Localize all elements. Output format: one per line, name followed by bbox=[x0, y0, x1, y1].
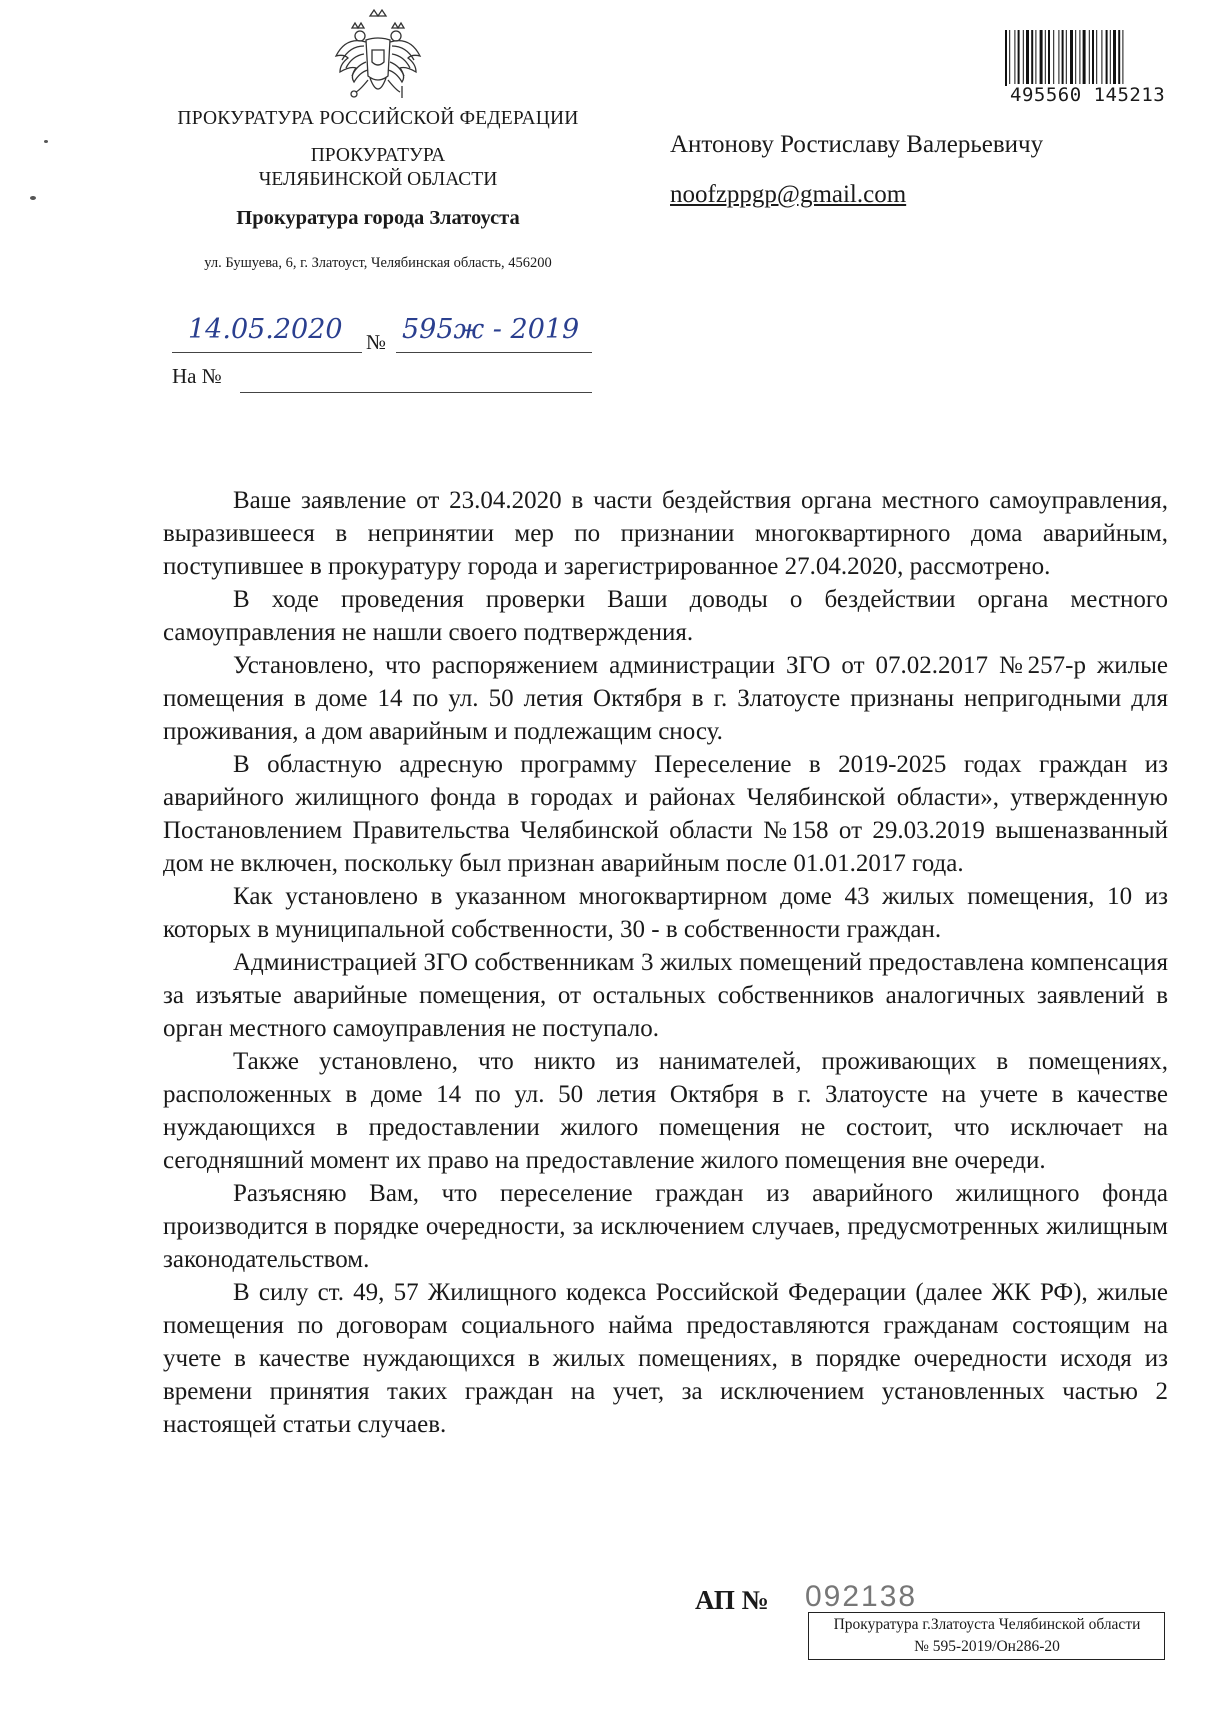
body-paragraph: Разъясняю Вам, что переселение граждан из аварийного жилищного фонда производится в порядке очередности, за исключением случаев, предусмотренных жилищным законодательством. bbox=[163, 1180, 1168, 1273]
ap-number-label: АП № bbox=[695, 1585, 769, 1615]
body-paragraph: В силу ст. 49, 57 Жилищного кодекса Российской Федерации (далее ЖК РФ), жилые помещения по договорам социального найма предоставляются гражданам состоящим на учете в качестве нуждающихся в жилых помещениях, в порядке очередности исходя из времени принятия таких граждан на учет, за исключением установленных частью 2 настоящей статьи случаев. bbox=[163, 1279, 1168, 1438]
double-headed-eagle-emblem bbox=[330, 6, 426, 106]
stamp-office-line: Прокуратура г.Златоуста Челябинской области bbox=[833, 1616, 1141, 1633]
body-paragraph: Ваше заявление от 23.04.2020 в части бездействия органа местного самоуправления, выразившееся в непринятии мер по признании многоквартирного дома аварийным, поступившее в прокуратуру города и зарегистрированное 27.04.2020, рассмотрено. bbox=[163, 487, 1168, 580]
regional-office-line-1: ПРОКУРАТУРА bbox=[310, 145, 446, 166]
recipient-name: Антонову Ростиславу Валерьевичу bbox=[670, 131, 1044, 158]
stamp-number-line: № 595-2019/Он286-20 bbox=[914, 1638, 1060, 1655]
body-paragraph: Также установлено, что никто из нанимателей, проживающих в помещениях, расположенных в доме 14 по ул. 50 летия Октября в г. Златоусте на учете в качестве нуждающихся в предоставлении жилого помещения не состоит, что исключает на сегодняшний момент их право на предоставление жилого помещения вне очереди. bbox=[163, 1048, 1168, 1174]
office-address: ул. Бушуева, 6, г. Златоуст, Челябинская область, 456200 bbox=[204, 255, 552, 271]
handwritten-date: 14.05.2020 bbox=[188, 314, 343, 345]
body-paragraph: Установлено, что распоряжением администрации ЗГО от 07.02.2017 №257-р жилые помещения в доме 14 по ул. 50 летия Октября в г. Златоусте признаны непригодными для проживания, а дом аварийным и подлежащим сносу. bbox=[163, 652, 1168, 745]
barcode-number: 495560 145213 bbox=[1010, 84, 1166, 106]
scan-speck bbox=[30, 196, 36, 200]
letter-body bbox=[163, 484, 1168, 1441]
number-sign: № bbox=[366, 330, 387, 354]
body-paragraph: Как установлено в указанном многоквартирном доме 43 жилых помещения, 10 из которых в муниципальной собственности, 30 - в собственности граждан. bbox=[163, 883, 1168, 943]
body-paragraph: В ходе проведения проверки Ваши доводы о бездействии органа местного самоуправления не нашли своего подтверждения. bbox=[163, 586, 1168, 646]
ap-number-value: 092138 bbox=[805, 1580, 918, 1613]
reference-field-line bbox=[240, 362, 592, 393]
handwritten-number: 595ж - 2019 bbox=[402, 314, 580, 345]
regional-office-name bbox=[168, 144, 588, 192]
reference-label: На № bbox=[172, 364, 222, 388]
recipient-email[interactable]: noofzppgp@gmail.com bbox=[670, 181, 907, 208]
body-paragraph: В областную адресную программу Переселение в 2019-2025 годах граждан из аварийного жилищного фонда в городах и районах Челябинской области», утвержденную Постановлением Правительства Челябинской области №158 от 29.03.2019 вышеназванный дом не включен, поскольку был признан аварийным после 01.01.2017 года. bbox=[163, 751, 1168, 877]
regional-office-line-2: ЧЕЛЯБИНСКОЙ ОБЛАСТИ bbox=[258, 169, 498, 190]
city-office-name: Прокуратура города Златоуста bbox=[236, 207, 520, 229]
scan-speck bbox=[44, 140, 48, 143]
body-paragraph: Администрацией ЗГО собственникам 3 жилых помещений предоставлена компенсация за изъятые аварийные помещения, от остальных собственников аналогичных заявлений в орган местного самоуправления не поступало. bbox=[163, 949, 1168, 1042]
organization-name: ПРОКУРАТУРА РОССИЙСКОЙ ФЕДЕРАЦИИ bbox=[177, 108, 579, 129]
